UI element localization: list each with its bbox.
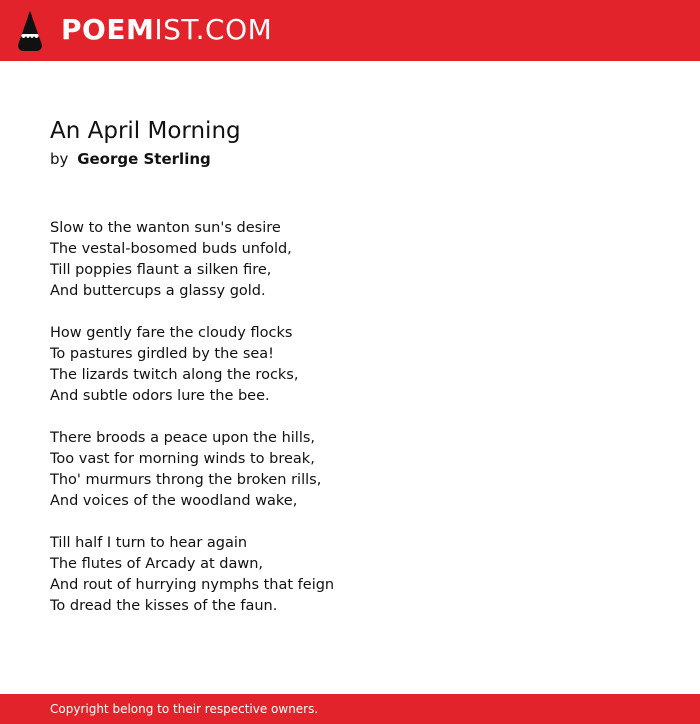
byline-label: by [50,150,69,168]
logo-text-light: IST.COM [154,13,273,46]
poem-line: And rout of hurrying nymphs that feign [50,577,335,593]
poem-line: Too vast for morning winds to break, [50,451,315,467]
poem-title: An April Morning [50,118,241,144]
stanza [50,218,650,302]
poem-line: Till poppies flaunt a silken fire, [50,262,272,278]
poem-line: There broods a peace upon the hills, [50,430,316,446]
poem-line: And voices of the woodland wake, [50,493,298,509]
poem-line: And subtle odors lure the bee. [50,388,270,404]
poem-line: The flutes of Arcady at dawn, [50,556,263,572]
stanza [50,533,650,617]
poem-byline [50,148,211,170]
site-logo-wordmark[interactable] [61,12,272,48]
poem-line: How gently fare the cloudy flocks [50,325,293,341]
poem-body [50,218,650,638]
poem-line: And buttercups a glassy gold. [50,283,266,299]
pencil-tip-icon[interactable] [17,10,43,52]
stanza [50,323,650,407]
author-name: George Sterling [77,150,211,168]
logo-text-strong: POEM [61,13,155,46]
poem-line: The vestal-bosomed buds unfold, [50,241,292,257]
poem-line: Till half I turn to hear again [50,535,248,551]
copyright-text: Copyright belong to their respective owners. [50,702,319,716]
stanza [50,428,650,512]
poem-line: Tho' murmurs throng the broken rills, [50,472,322,488]
poem-line: To dread the kisses of the faun. [50,598,278,614]
poem-line: To pastures girdled by the sea! [50,346,274,362]
site-footer [0,694,700,724]
poem-line: Slow to the wanton sun's desire [50,220,281,236]
poem-line: The lizards twitch along the rocks, [50,367,299,383]
site-header [0,0,700,61]
